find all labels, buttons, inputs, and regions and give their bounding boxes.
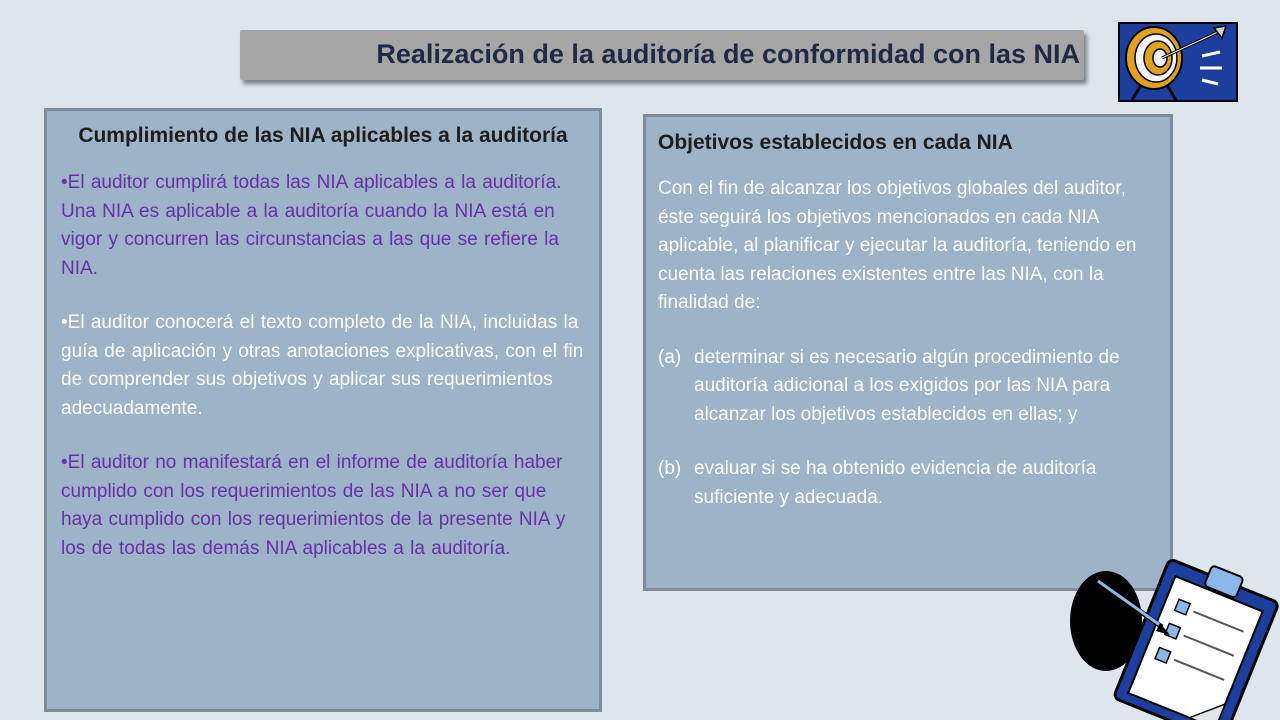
right-panel	[643, 114, 1173, 591]
item-label: (a)	[658, 346, 682, 368]
title-bar	[240, 30, 1084, 80]
target-icon	[1118, 22, 1238, 102]
list-item	[658, 455, 1158, 512]
item-text: determinar si es necesario algún procedimiento de auditoría adicional a los exigidos por las NIA para alcanzar los objetivos establecidos en ellas; y	[694, 346, 1120, 425]
intro-paragraph: Con el fin de alcanzar los objetivos globales del auditor, éste seguirá los objetivos mencionados en cada NIA aplicable, al planificar y ejecutar la auditoría, teniendo en cuenta las relaciones existentes entre las NIA, con la finalidad de:	[658, 178, 1137, 313]
bullet-item: •El auditor conocerá el texto completo de la NIA, incluidas la guía de aplicación y otras anotaciones explicativas, con el fin de comprender sus objetivos y aplicar sus requerimientos adecuadamente.	[61, 312, 584, 419]
left-panel	[44, 108, 602, 712]
item-text: evaluar si se ha obtenido evidencia de auditoría suficiente y adecuada.	[694, 458, 1097, 508]
item-label: (b)	[658, 458, 682, 479]
right-panel-heading: Objetivos establecidos en cada NIA	[658, 131, 1013, 154]
clipboard-icon	[1066, 555, 1280, 720]
bullet-item: •El auditor cumplirá todas las NIA aplicables a la auditoría. Una NIA es aplicable a la auditoría cuando la NIA está en vigor y concurren las circunstancias a las que se refiere la NIA.	[61, 172, 562, 279]
bullet-item: •El auditor no manifestará en el informe de auditoría haber cumplido con los requerimientos de las NIA a no ser que haya cumplido con los requerimientos de la presente NIA y los de todas las demás NIA aplicables a la auditoría.	[61, 452, 566, 559]
left-panel-heading: Cumplimiento de las NIA aplicables a la auditoría	[78, 124, 568, 147]
list-item	[658, 344, 1158, 430]
page-title: Realización de la auditoría de conformidad con las NIA	[376, 39, 1080, 69]
